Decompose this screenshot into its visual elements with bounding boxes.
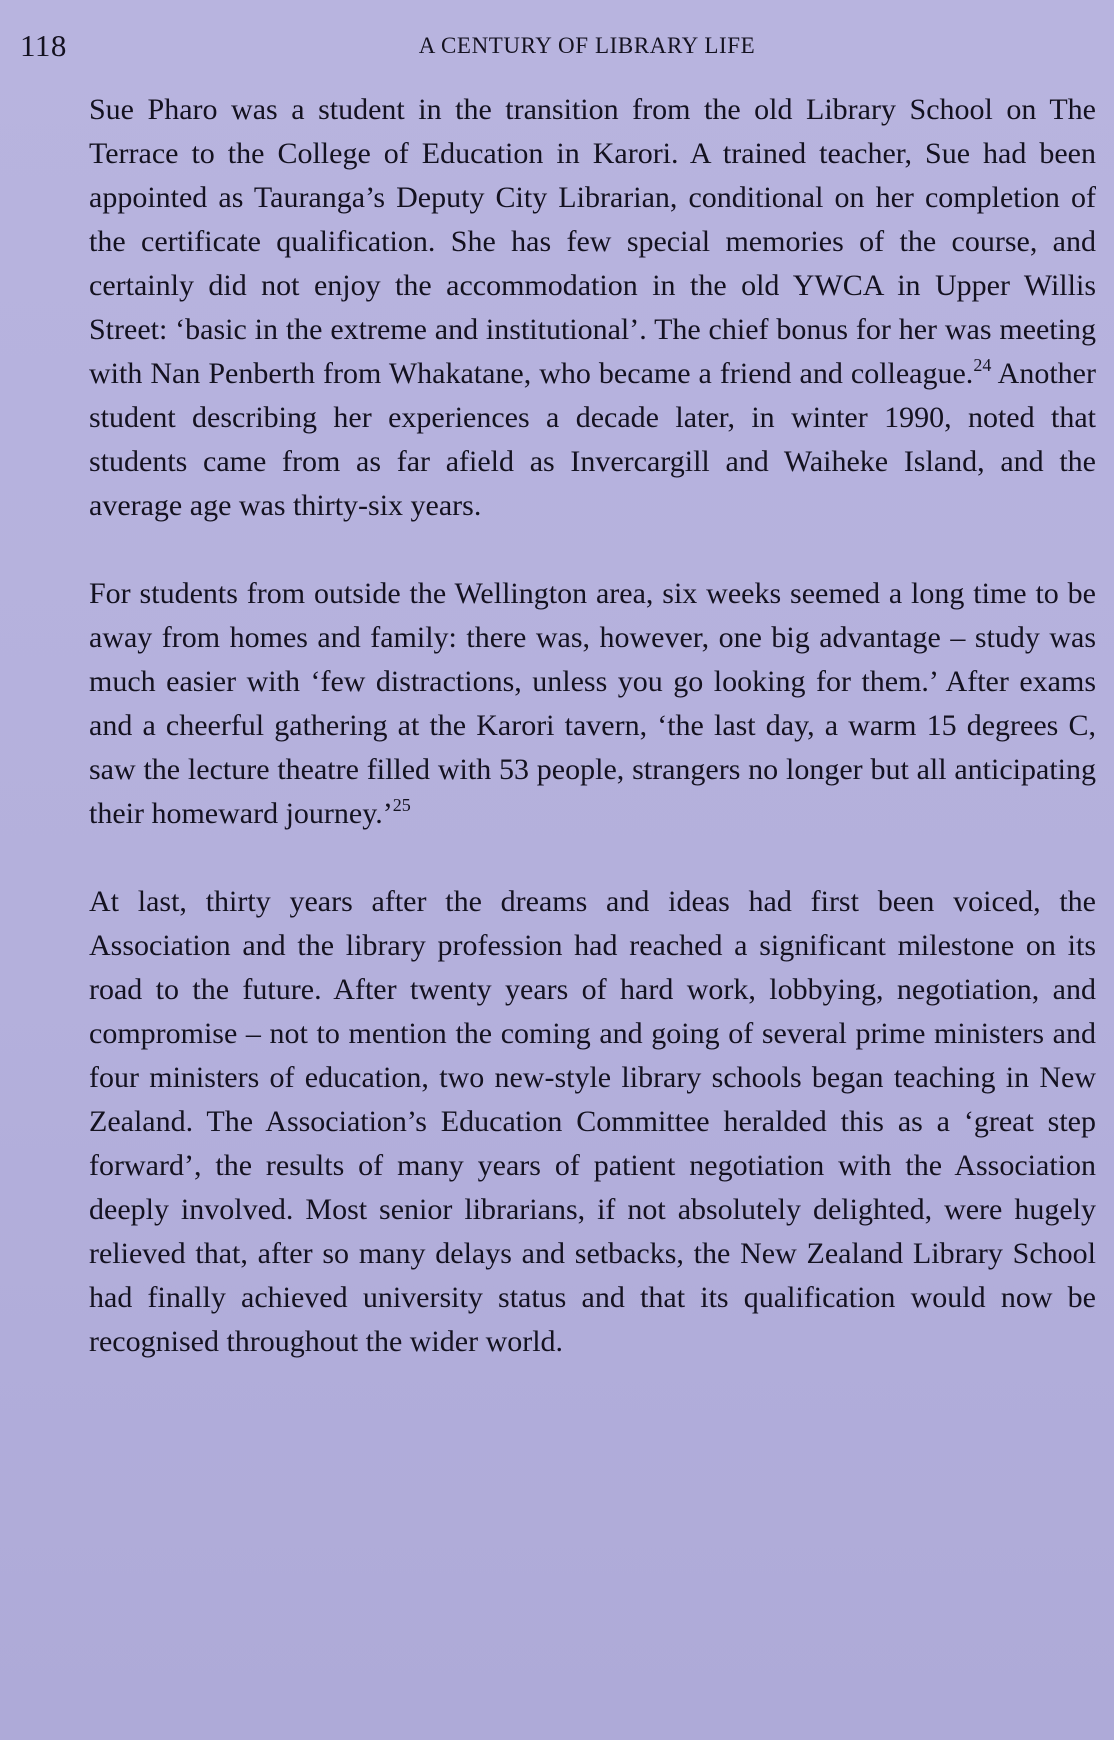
paragraph-3 — [89, 880, 1096, 1364]
page-header — [20, 26, 1094, 66]
paragraph-2-text: For students from outside the Wellington area, six weeks seemed a long time to be away from homes and family: there was, however, one big advantage – study was much easier with ‘few distractions, unless you go looking for them.’ After exams and a cheerful gathering at the Karori tavern, ‘the last day, a warm 15 degrees C, saw the lecture theatre filled with 53 people, strangers no longer but all anticipating their homeward journey.’ — [89, 577, 1096, 830]
page-number: 118 — [20, 28, 67, 63]
body-text — [89, 88, 1096, 1408]
paragraph-2 — [89, 572, 1096, 836]
running-head: A CENTURY OF LIBRARY LIFE — [418, 33, 756, 58]
paragraph-1-text-a: Sue Pharo was a student in the transition from the old Library School on The Terrace to the College of Education in Karori. A trained teacher, Sue had been appointed as Tauranga’s Deputy City Librarian, conditional on her completion of the certificate qualification. She has few special memories of the course, and certainly did not enjoy the accommodation in the old YWCA in Upper Willis Street: ‘basic in the extreme and institutional’. The chief bonus for her was meeting with Nan Penberth from Whakatane, who became a friend and colleague. — [89, 93, 1096, 390]
footnote-ref-24: 24 — [973, 355, 992, 375]
paragraph-3-text: At last, thirty years after the dreams and ideas had first been voiced, the Association and the library profession had reached a significant milestone on its road to the future. After twenty years of hard work, lobbying, negotiation, and compromise – not to mention the coming and going of several prime ministers and four ministers of education, two new-style library schools began teaching in New Zealand. The Association’s Education Committee heralded this as a ‘great step forward’, the results of many years of patient negotiation with the Association deeply involved. Most senior librarians, if not absolutely delighted, were hugely relieved that, after so many delays and setbacks, the New Zealand Library School had finally achieved university status and that its qualification would now be recognised throughout the wider world. — [89, 885, 1096, 1358]
footnote-ref-25: 25 — [392, 795, 411, 815]
paragraph-1 — [89, 88, 1096, 528]
paragraph-1-text-b: Another student describing her experiences a decade later, in winter 1990, noted that students came from as far afield as Invercargill and Waiheke Island, and the average age was thirty-six years. — [89, 357, 1096, 522]
